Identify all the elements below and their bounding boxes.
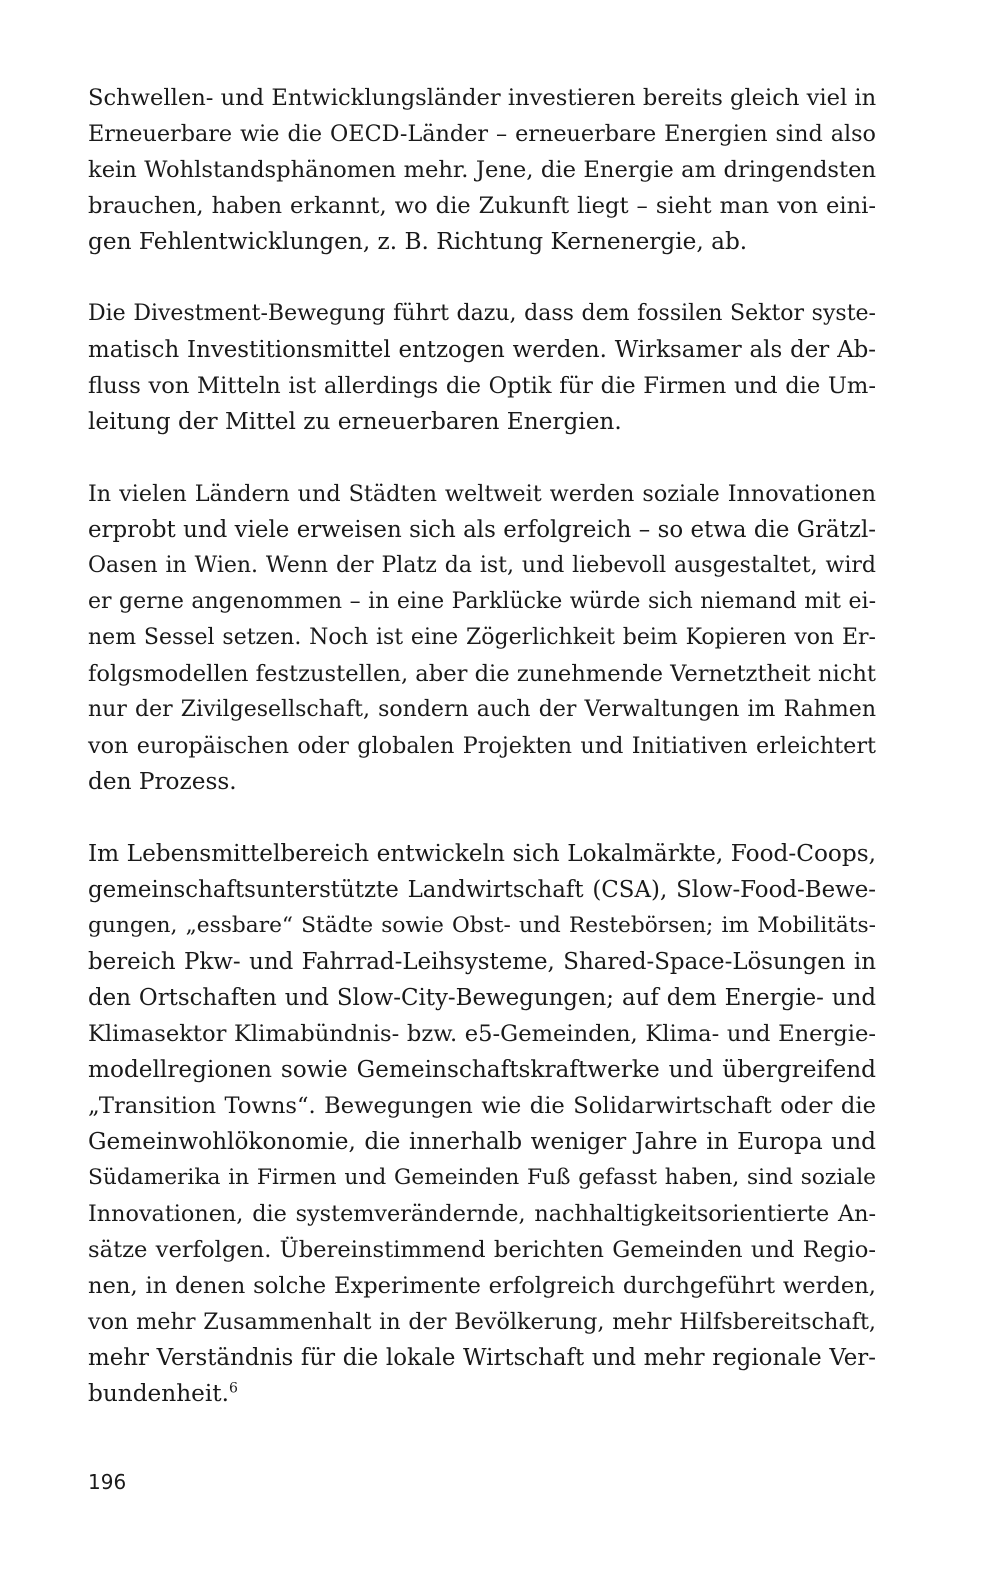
text-line: Innovationen, die systemverändernde, nachhaltigkeitsorientierte An- [88,1201,876,1227]
text-line: gen Fehlentwicklungen, z. B. Richtung Kernenergie, ab. [88,228,748,255]
page-number: 196 [88,1470,127,1494]
text-line: gungen, „essbare“ Städte sowie Obst- und Restebörsen; im Mobilitäts- [88,913,876,938]
text-line: den Ortschaften und Slow-City-Bewegungen; auf dem Energie- und [88,985,876,1011]
text-line: Klimasektor Klimabündnis- bzw. e5-Gemeinden, Klima- und Energie- [88,1021,876,1047]
paragraph-2 [88,296,876,440]
text-line: Die Divestment-Bewegung führt dazu, dass dem fossilen Sektor syste- [88,301,876,326]
text-line: Schwellen- und Entwicklungsländer investieren bereits gleich viel in [88,85,877,111]
paragraph-4 [88,836,876,1412]
text-line: Südamerika in Firmen und Gemeinden Fuß gefasst haben, sind soziale [88,1165,876,1190]
text-line: bereich Pkw- und Fahrrad-Leihsysteme, Shared-Space-Lösungen in [88,949,876,975]
text-line: von mehr Zusammenhalt in der Bevölkerung, mehr Hilfsbereitschaft, [88,1309,876,1335]
text-line: „Transition Towns“. Bewegungen wie die Solidarwirtschaft oder die [88,1093,876,1119]
text-line: Gemeinwohlökonomie, die innerhalb weniger Jahre in Europa und [88,1128,876,1155]
text-line: sätze verfolgen. Übereinstimmend berichten Gemeinden und Regio- [88,1237,876,1263]
text-line: Im Lebensmittelbereich entwickeln sich Lokalmärkte, Food-Coops, [88,840,876,867]
footnote-marker[interactable]: 6 [228,1380,238,1397]
text-line: fluss von Mitteln ist allerdings die Optik für die Firmen und die Um- [88,373,876,399]
text-line: matisch Investitionsmittel entzogen werden. Wirksamer als der Ab- [88,337,876,363]
paragraph-3 [88,476,876,800]
text-line: Oasen in Wien. Wenn der Platz da ist, und liebevoll ausgestaltet, wird [88,553,876,578]
text-line: gemeinschaftsunterstützte Landwirtschaft (CSA), Slow-Food-Bewe- [88,877,876,903]
text-line: folgsmodellen festzustellen, aber die zunehmende Vernetztheit nicht [88,661,877,687]
text-line: mehr Verständnis für die lokale Wirtschaft und mehr regionale Ver- [88,1345,876,1371]
paragraph-1 [88,80,876,260]
text-line: den Prozess. [88,768,237,795]
text-line: Erneuerbare wie die OECD-Länder – erneuerbare Energien sind also [88,121,876,147]
text-line: nen, in denen solche Experimente erfolgreich durchgeführt werden, [88,1273,876,1299]
text-line: nem Sessel setzen. Noch ist eine Zögerlichkeit beim Kopieren von Er- [88,625,876,650]
text-line: erprobt und viele erweisen sich als erfolgreich – so etwa die Grätzl- [88,517,876,543]
text-line: modellregionen sowie Gemeinschaftskraftwerke und übergreifend [88,1056,876,1083]
text-line: brauchen, haben erkannt, wo die Zukunft liegt – sieht man von eini- [88,193,876,219]
page-body [88,80,876,1448]
text-line: In vielen Ländern und Städten weltweit werden soziale Innovationen [88,481,876,507]
text-line: nur der Zivilgesellschaft, sondern auch der Verwaltungen im Rahmen [88,697,876,722]
text-line: leitung der Mittel zu erneuerbaren Energien. [88,408,622,435]
text-line-final [88,1376,876,1412]
final-line-text: bundenheit. [88,1380,229,1407]
text-line: er gerne angenommen – in eine Parklücke würde sich niemand mit ei- [88,589,876,614]
text-line: von europäischen oder globalen Projekten und Initiativen erleichtert [88,733,876,759]
text-line: kein Wohlstandsphänomen mehr. Jene, die Energie am dringendsten [88,157,876,183]
